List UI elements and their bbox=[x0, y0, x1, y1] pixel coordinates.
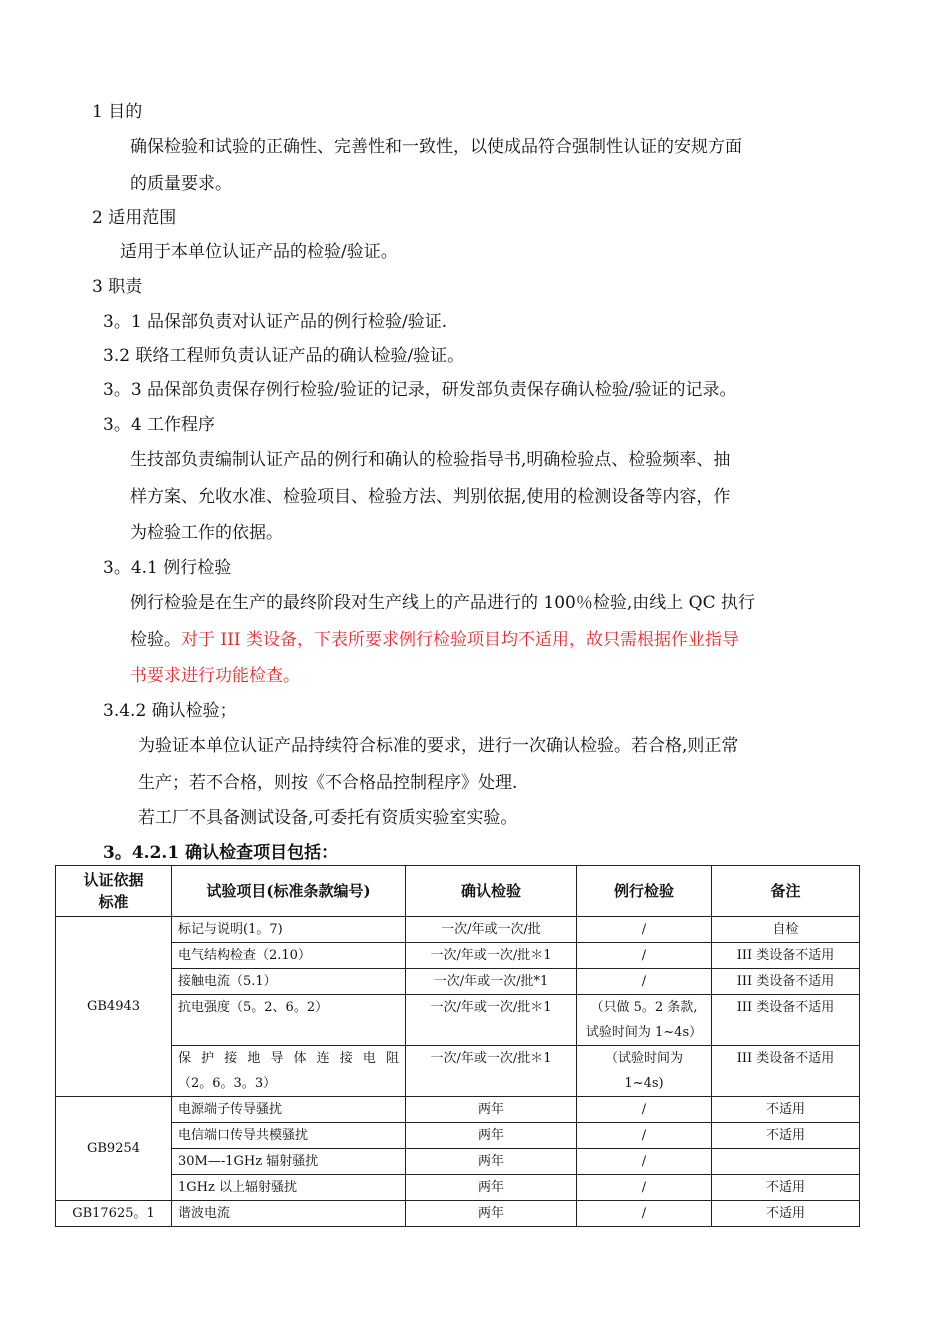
table-row bbox=[56, 943, 860, 969]
routine-cell: / bbox=[577, 917, 712, 943]
table-row bbox=[56, 1149, 860, 1175]
table-row bbox=[56, 1097, 860, 1123]
test-item-cell: 1GHz 以上辐射骚扰 bbox=[172, 1175, 406, 1201]
test-item-cell: 30M—-1GHz 辐射骚扰 bbox=[172, 1149, 406, 1175]
header-test-item: 试验项目(标准条款编号) bbox=[172, 866, 406, 917]
remark-cell: 不适用 bbox=[712, 1201, 860, 1227]
table-row bbox=[56, 995, 860, 1046]
section-1-heading: 1 目的 bbox=[92, 102, 143, 122]
test-item-cell: 电信端口传导共模骚扰 bbox=[172, 1123, 406, 1149]
section-2-heading: 2 适用范围 bbox=[92, 208, 177, 228]
section-1-text-line-1: 确保检验和试验的正确性、完善性和一致性，以使成品符合强制性认证的安规方面 bbox=[130, 137, 742, 157]
item-3-4-text-line-3: 为检验工作的依据。 bbox=[130, 523, 283, 543]
routine-cell: （只做 5。2 条款, 试验时间为 1~4s） bbox=[577, 995, 712, 1046]
item-3-4-2-1-heading: 3。4.2.1 确认检查项目包括： bbox=[103, 843, 339, 863]
standard-cell: GB17625。1 bbox=[56, 1201, 172, 1227]
routine-cell: / bbox=[577, 1149, 712, 1175]
remark-cell: III 类设备不适用 bbox=[712, 995, 860, 1046]
item-3-4-2-text-line-3: 若工厂不具备测试设备,可委托有资质实验室实验。 bbox=[138, 808, 518, 828]
item-3-4-1-text-highlight: 对于 III 类设备，下表所要求例行检验项目均不适用，故只需根据作业指导 bbox=[181, 630, 739, 650]
routine-cell: / bbox=[577, 1201, 712, 1227]
item-3-1: 3。1 品保部负责对认证产品的例行检验/验证. bbox=[103, 312, 448, 332]
standard-cell: GB9254 bbox=[56, 1097, 172, 1201]
test-item-cell: 接触电流（5.1） bbox=[172, 969, 406, 995]
item-3-4-text-line-2: 样方案、允收水准、检验项目、检验方法、判别依据,使用的检测设备等内容，作 bbox=[130, 487, 731, 507]
confirm-cell: 一次/年或一次/批 bbox=[406, 917, 577, 943]
test-item-cell: 保护接地导体连接电阻 （2。6。3。3） bbox=[172, 1046, 406, 1097]
section-2-text: 适用于本单位认证产品的检验/验证。 bbox=[120, 242, 398, 262]
item-3-4-1-text-line-3: 书要求进行功能检查。 bbox=[130, 666, 300, 686]
item-3-4-heading: 3。4 工作程序 bbox=[103, 415, 216, 435]
table-row bbox=[56, 1201, 860, 1227]
header-remark: 备注 bbox=[712, 866, 860, 917]
inspection-items-table bbox=[55, 865, 860, 1227]
test-item-cell: 标记与说明(1。7) bbox=[172, 917, 406, 943]
test-item-cell: 谐波电流 bbox=[172, 1201, 406, 1227]
confirm-cell: 一次/年或一次/批*1 bbox=[406, 969, 577, 995]
confirm-cell: 两年 bbox=[406, 1123, 577, 1149]
test-item-cell: 电源端子传导骚扰 bbox=[172, 1097, 406, 1123]
item-3-4-1-text-plain: 检验。 bbox=[130, 630, 181, 650]
remark-cell bbox=[712, 1149, 860, 1175]
item-3-4-2-text-line-1: 为验证本单位认证产品持续符合标准的要求，进行一次确认检验。若合格,则正常 bbox=[138, 736, 739, 756]
item-3-4-1-heading: 3。4.1 例行检验 bbox=[103, 558, 232, 578]
header-confirm-inspection: 确认检验 bbox=[406, 866, 577, 917]
section-3-heading: 3 职责 bbox=[92, 277, 143, 297]
confirm-cell: 两年 bbox=[406, 1201, 577, 1227]
confirm-cell: 两年 bbox=[406, 1175, 577, 1201]
item-3-4-2-heading: 3.4.2 确认检验； bbox=[103, 701, 237, 721]
remark-cell: III 类设备不适用 bbox=[712, 1046, 860, 1097]
routine-cell: / bbox=[577, 943, 712, 969]
item-3-2: 3.2 联络工程师负责认证产品的确认检验/验证。 bbox=[103, 346, 465, 366]
confirm-cell: 一次/年或一次/批＊1 bbox=[406, 1046, 577, 1097]
header-routine-inspection: 例行检验 bbox=[577, 866, 712, 917]
confirm-cell: 一次/年或一次/批＊1 bbox=[406, 943, 577, 969]
table-row bbox=[56, 969, 860, 995]
remark-cell: 自检 bbox=[712, 917, 860, 943]
remark-cell: III 类设备不适用 bbox=[712, 969, 860, 995]
confirm-cell: 两年 bbox=[406, 1149, 577, 1175]
item-3-4-1-text-line-1: 例行检验是在生产的最终阶段对生产线上的产品进行的 100％检验,由线上 QC 执行 bbox=[130, 593, 756, 613]
header-standard: 认证依据 标准 bbox=[56, 866, 172, 917]
routine-cell: （试验时间为 1~4s) bbox=[577, 1046, 712, 1097]
remark-cell: III 类设备不适用 bbox=[712, 943, 860, 969]
remark-cell: 不适用 bbox=[712, 1175, 860, 1201]
confirm-cell: 两年 bbox=[406, 1097, 577, 1123]
item-3-4-1-text-line-2 bbox=[130, 629, 739, 651]
test-item-cell: 电气结构检查（2.10） bbox=[172, 943, 406, 969]
item-3-4-2-text-line-2: 生产；若不合格，则按《不合格品控制程序》处理. bbox=[138, 773, 518, 793]
table-row bbox=[56, 1123, 860, 1149]
routine-cell: / bbox=[577, 1097, 712, 1123]
confirm-cell: 一次/年或一次/批＊1 bbox=[406, 995, 577, 1046]
test-item-cell: 抗电强度（5。2、6。2） bbox=[172, 995, 406, 1046]
table-header-row bbox=[56, 866, 860, 917]
table-row bbox=[56, 1046, 860, 1097]
table-row bbox=[56, 1175, 860, 1201]
table-row bbox=[56, 917, 860, 943]
standard-cell: GB4943 bbox=[56, 917, 172, 1097]
routine-cell: / bbox=[577, 969, 712, 995]
routine-cell: / bbox=[577, 1123, 712, 1149]
section-1-text-line-2: 的质量要求。 bbox=[130, 174, 232, 194]
routine-cell: / bbox=[577, 1175, 712, 1201]
item-3-3: 3。3 品保部负责保存例行检验/验证的记录，研发部负责保存确认检验/验证的记录。 bbox=[103, 380, 737, 400]
remark-cell: 不适用 bbox=[712, 1097, 860, 1123]
remark-cell: 不适用 bbox=[712, 1123, 860, 1149]
item-3-4-text-line-1: 生技部负责编制认证产品的例行和确认的检验指导书,明确检验点、检验频率、抽 bbox=[130, 450, 731, 470]
